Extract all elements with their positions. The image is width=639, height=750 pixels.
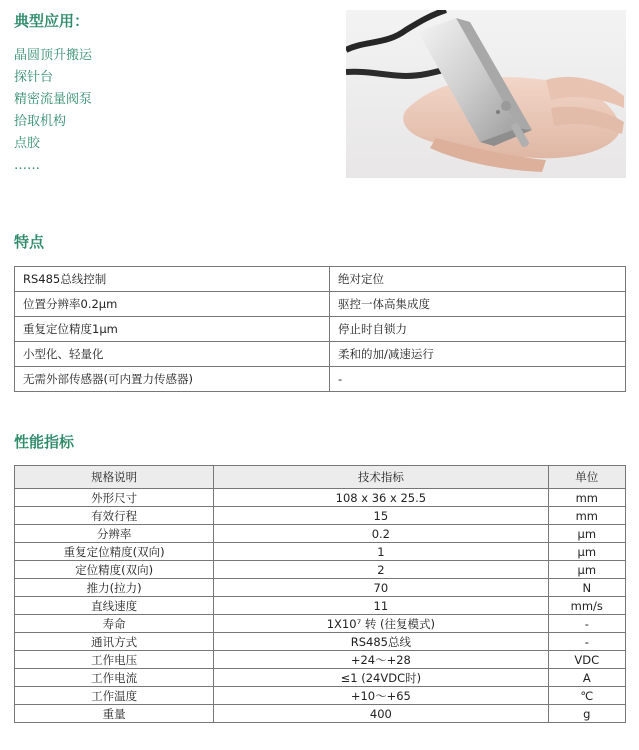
- application-item: 探针台: [14, 70, 54, 85]
- table-row: [15, 561, 626, 579]
- features-table: [14, 266, 626, 392]
- spec-value: 400: [214, 705, 548, 723]
- spec-unit: ℃: [548, 687, 625, 705]
- product-photo: [346, 10, 626, 178]
- table-row: [15, 489, 626, 507]
- spec-unit: VDC: [548, 651, 625, 669]
- spec-name: 重量: [15, 705, 214, 723]
- spec-value: RS485总线: [214, 633, 548, 651]
- spec-unit: g: [548, 705, 625, 723]
- feature-cell: 驱控一体高集成度: [330, 292, 626, 317]
- spec-name: 推力(拉力): [15, 579, 214, 597]
- specs-title: 性能指标: [14, 433, 75, 451]
- column-header: 规格说明: [15, 466, 214, 489]
- feature-cell: 小型化、轻量化: [15, 342, 330, 367]
- spec-unit: N: [548, 579, 625, 597]
- applications-title: 典型应用：: [14, 12, 90, 30]
- spec-value: +10～+65: [214, 687, 548, 705]
- table-row: [15, 651, 626, 669]
- applications-list: [14, 45, 92, 177]
- application-item: 点胶: [14, 136, 41, 151]
- spec-value: +24～+28: [214, 651, 548, 669]
- spec-unit: A: [548, 669, 625, 687]
- table-row: [15, 615, 626, 633]
- hand-holding-actuator-image: [346, 10, 626, 178]
- spec-name: 直线速度: [15, 597, 214, 615]
- spec-name: 工作电流: [15, 669, 214, 687]
- feature-cell: RS485总线控制: [15, 267, 330, 292]
- table-header-row: [15, 466, 626, 489]
- feature-cell: 绝对定位: [330, 267, 626, 292]
- table-row: [15, 579, 626, 597]
- spec-value: 0.2: [214, 525, 548, 543]
- spec-unit: μm: [548, 543, 625, 561]
- spec-value: 15: [214, 507, 548, 525]
- spec-unit: μm: [548, 525, 625, 543]
- spec-name: 工作电压: [15, 651, 214, 669]
- feature-cell: 柔和的加/减速运行: [330, 342, 626, 367]
- spec-name: 重复定位精度(双向): [15, 543, 214, 561]
- spec-value: 2: [214, 561, 548, 579]
- spec-unit: -: [548, 633, 625, 651]
- spec-value: 108 x 36 x 25.5: [214, 489, 548, 507]
- feature-cell: -: [330, 367, 626, 392]
- table-row: [15, 705, 626, 723]
- column-header: 技术指标: [214, 466, 548, 489]
- application-item: ……: [14, 158, 40, 173]
- spec-value: ≤1 (24VDC时): [214, 669, 548, 687]
- table-row: [15, 669, 626, 687]
- table-row: [15, 507, 626, 525]
- table-row: [15, 317, 626, 342]
- table-row: [15, 633, 626, 651]
- table-row: [15, 292, 626, 317]
- table-row: [15, 367, 626, 392]
- spec-unit: mm: [548, 507, 625, 525]
- spec-unit: mm: [548, 489, 625, 507]
- spec-value: 11: [214, 597, 548, 615]
- application-item: 精密流量阀泵: [14, 92, 93, 107]
- feature-cell: 位置分辨率0.2μm: [15, 292, 330, 317]
- spec-name: 工作温度: [15, 687, 214, 705]
- spec-name: 通讯方式: [15, 633, 214, 651]
- spec-value: 70: [214, 579, 548, 597]
- feature-cell: 重复定位精度1μm: [15, 317, 330, 342]
- table-row: [15, 597, 626, 615]
- spec-name: 外形尺寸: [15, 489, 214, 507]
- column-header: 单位: [548, 466, 625, 489]
- spec-unit: -: [548, 615, 625, 633]
- spec-name: 有效行程: [15, 507, 214, 525]
- spec-value: 1X10⁷ 转 (往复模式): [214, 615, 548, 633]
- spec-name: 定位精度(双向): [15, 561, 214, 579]
- spec-value: 1: [214, 543, 548, 561]
- specs-table: [14, 465, 626, 723]
- features-title: 特点: [14, 233, 45, 251]
- application-item: 晶圆顶升搬运: [14, 48, 93, 63]
- application-item: 拾取机构: [14, 114, 67, 129]
- table-row: [15, 687, 626, 705]
- spec-name: 分辨率: [15, 525, 214, 543]
- feature-cell: 无需外部传感器(可内置力传感器): [15, 367, 330, 392]
- feature-cell: 停止时自锁力: [330, 317, 626, 342]
- table-row: [15, 543, 626, 561]
- spec-unit: μm: [548, 561, 625, 579]
- spec-unit: mm/s: [548, 597, 625, 615]
- table-row: [15, 342, 626, 367]
- table-row: [15, 267, 626, 292]
- table-row: [15, 525, 626, 543]
- spec-name: 寿命: [15, 615, 214, 633]
